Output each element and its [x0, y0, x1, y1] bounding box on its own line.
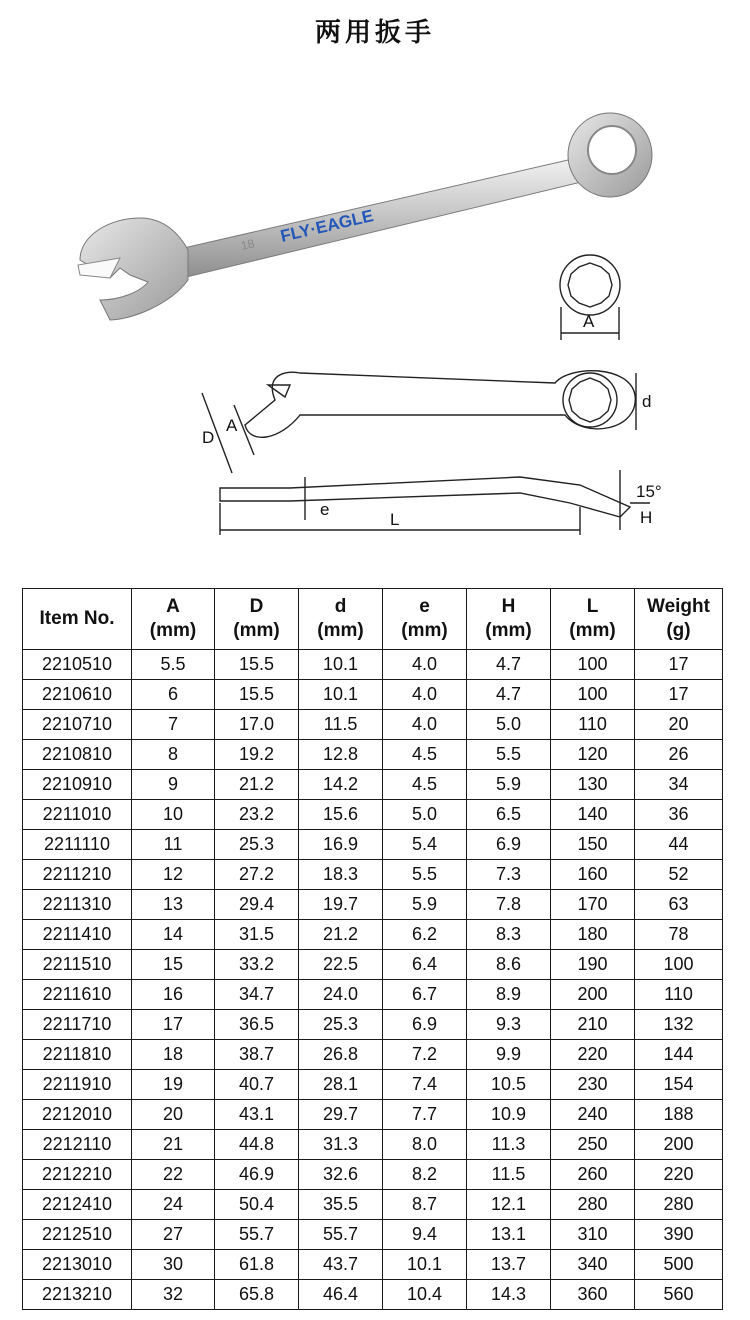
cell-L: 180 [551, 920, 635, 950]
header-H: H (mm) [467, 589, 551, 650]
cell-A: 11 [132, 830, 215, 860]
cell-d: 14.2 [299, 770, 383, 800]
cell-D: 29.4 [215, 890, 299, 920]
table-row [23, 1280, 723, 1310]
cell-A: 17 [132, 1010, 215, 1040]
cell-H: 13.7 [467, 1250, 551, 1280]
cell-d: 19.7 [299, 890, 383, 920]
cell-A: 13 [132, 890, 215, 920]
table-row [23, 770, 723, 800]
brand-logo: FLY·EAGLE [278, 206, 376, 246]
cell-H: 6.5 [467, 800, 551, 830]
cell-A: 10 [132, 800, 215, 830]
cell-d: 43.7 [299, 1250, 383, 1280]
cell-L: 360 [551, 1280, 635, 1310]
header-item-no: Item No. [23, 589, 132, 650]
cell-L: 110 [551, 710, 635, 740]
cell-weight: 200 [635, 1130, 723, 1160]
cell-d: 46.4 [299, 1280, 383, 1310]
cell-L: 200 [551, 980, 635, 1010]
cell-D: 31.5 [215, 920, 299, 950]
header-D: D (mm) [215, 589, 299, 650]
cell-D: 17.0 [215, 710, 299, 740]
cell-item-no: 2211210 [23, 860, 132, 890]
cell-weight: 110 [635, 980, 723, 1010]
cell-D: 50.4 [215, 1190, 299, 1220]
cell-H: 9.3 [467, 1010, 551, 1040]
size-mark: 18 [239, 236, 256, 253]
cell-item-no: 2211110 [23, 830, 132, 860]
cell-e: 5.0 [383, 800, 467, 830]
header-L: L (mm) [551, 589, 635, 650]
cell-D: 36.5 [215, 1010, 299, 1040]
cell-weight: 17 [635, 650, 723, 680]
cell-d: 11.5 [299, 710, 383, 740]
cell-item-no: 2210710 [23, 710, 132, 740]
cell-H: 5.0 [467, 710, 551, 740]
cell-item-no: 2210510 [23, 650, 132, 680]
cell-D: 38.7 [215, 1040, 299, 1070]
cell-e: 7.2 [383, 1040, 467, 1070]
cell-e: 8.0 [383, 1130, 467, 1160]
table-row [23, 920, 723, 950]
cell-A: 18 [132, 1040, 215, 1070]
cell-A: 14 [132, 920, 215, 950]
table-body [23, 650, 723, 1310]
cell-item-no: 2211610 [23, 980, 132, 1010]
header-d: d (mm) [299, 589, 383, 650]
cell-e: 5.5 [383, 860, 467, 890]
cell-item-no: 2211010 [23, 800, 132, 830]
table-row [23, 1040, 723, 1070]
label-D: D [202, 428, 215, 447]
cell-weight: 280 [635, 1190, 723, 1220]
cell-D: 21.2 [215, 770, 299, 800]
table-row [23, 950, 723, 980]
cell-A: 16 [132, 980, 215, 1010]
cell-L: 150 [551, 830, 635, 860]
spec-table [22, 588, 723, 1310]
cell-d: 24.0 [299, 980, 383, 1010]
cell-weight: 144 [635, 1040, 723, 1070]
cell-L: 260 [551, 1160, 635, 1190]
cell-A: 7 [132, 710, 215, 740]
cell-weight: 26 [635, 740, 723, 770]
cell-item-no: 2211410 [23, 920, 132, 950]
cell-D: 55.7 [215, 1220, 299, 1250]
cell-d: 26.8 [299, 1040, 383, 1070]
cell-L: 100 [551, 650, 635, 680]
cell-D: 34.7 [215, 980, 299, 1010]
cell-weight: 154 [635, 1070, 723, 1100]
cell-L: 140 [551, 800, 635, 830]
cell-item-no: 2212510 [23, 1220, 132, 1250]
cell-A: 21 [132, 1130, 215, 1160]
cell-L: 310 [551, 1220, 635, 1250]
cell-D: 27.2 [215, 860, 299, 890]
cell-A: 8 [132, 740, 215, 770]
cell-e: 7.4 [383, 1070, 467, 1100]
cell-d: 32.6 [299, 1160, 383, 1190]
ring-end-view [560, 255, 620, 315]
table-row [23, 1070, 723, 1100]
cell-d: 25.3 [299, 1010, 383, 1040]
cell-A: 12 [132, 860, 215, 890]
table-row [23, 980, 723, 1010]
table-row [23, 1190, 723, 1220]
cell-L: 100 [551, 680, 635, 710]
cell-item-no: 2210810 [23, 740, 132, 770]
cell-D: 19.2 [215, 740, 299, 770]
cell-L: 230 [551, 1070, 635, 1100]
table-row [23, 860, 723, 890]
cell-A: 5.5 [132, 650, 215, 680]
cell-e: 6.7 [383, 980, 467, 1010]
table-row [23, 830, 723, 860]
cell-e: 10.1 [383, 1250, 467, 1280]
cell-L: 130 [551, 770, 635, 800]
table-row [23, 710, 723, 740]
table-row [23, 890, 723, 920]
cell-weight: 52 [635, 860, 723, 890]
cell-L: 120 [551, 740, 635, 770]
cell-D: 40.7 [215, 1070, 299, 1100]
cell-item-no: 2213210 [23, 1280, 132, 1310]
cell-L: 250 [551, 1130, 635, 1160]
cell-e: 7.7 [383, 1100, 467, 1130]
cell-e: 4.0 [383, 710, 467, 740]
cell-A: 22 [132, 1160, 215, 1190]
cell-H: 5.5 [467, 740, 551, 770]
cell-item-no: 2212110 [23, 1130, 132, 1160]
cell-e: 4.5 [383, 740, 467, 770]
cell-H: 8.6 [467, 950, 551, 980]
cell-e: 9.4 [383, 1220, 467, 1250]
cell-A: 19 [132, 1070, 215, 1100]
cell-weight: 78 [635, 920, 723, 950]
table-row [23, 800, 723, 830]
table-header-row [23, 589, 723, 650]
cell-H: 11.3 [467, 1130, 551, 1160]
cell-H: 12.1 [467, 1190, 551, 1220]
cell-e: 8.2 [383, 1160, 467, 1190]
cell-e: 4.5 [383, 770, 467, 800]
cell-A: 6 [132, 680, 215, 710]
table-row [23, 1220, 723, 1250]
cell-L: 210 [551, 1010, 635, 1040]
cell-d: 16.9 [299, 830, 383, 860]
cell-item-no: 2212210 [23, 1160, 132, 1190]
label-L: L [390, 510, 400, 529]
cell-d: 29.7 [299, 1100, 383, 1130]
label-angle: 15° [636, 482, 662, 501]
cell-A: 32 [132, 1280, 215, 1310]
cell-e: 8.7 [383, 1190, 467, 1220]
cell-H: 5.9 [467, 770, 551, 800]
table-row [23, 680, 723, 710]
cell-D: 65.8 [215, 1280, 299, 1310]
cell-item-no: 2210610 [23, 680, 132, 710]
cell-weight: 20 [635, 710, 723, 740]
cell-item-no: 2211710 [23, 1010, 132, 1040]
cell-D: 46.9 [215, 1160, 299, 1190]
cell-weight: 34 [635, 770, 723, 800]
page-title: 两用扳手 [314, 18, 435, 48]
cell-d: 31.3 [299, 1130, 383, 1160]
cell-H: 7.8 [467, 890, 551, 920]
cell-H: 11.5 [467, 1160, 551, 1190]
cell-item-no: 2212010 [23, 1100, 132, 1130]
cell-d: 55.7 [299, 1220, 383, 1250]
cell-D: 43.1 [215, 1100, 299, 1130]
cell-D: 23.2 [215, 800, 299, 830]
cell-d: 10.1 [299, 680, 383, 710]
cell-H: 10.9 [467, 1100, 551, 1130]
cell-D: 25.3 [215, 830, 299, 860]
cell-H: 4.7 [467, 680, 551, 710]
cell-d: 35.5 [299, 1190, 383, 1220]
header-A: A (mm) [132, 589, 215, 650]
cell-weight: 63 [635, 890, 723, 920]
label-d: d [642, 392, 652, 411]
table-row [23, 1130, 723, 1160]
cell-A: 15 [132, 950, 215, 980]
cell-A: 20 [132, 1100, 215, 1130]
cell-d: 10.1 [299, 650, 383, 680]
label-H: H [640, 508, 653, 527]
cell-D: 44.8 [215, 1130, 299, 1160]
cell-H: 13.1 [467, 1220, 551, 1250]
cell-e: 6.4 [383, 950, 467, 980]
cell-d: 21.2 [299, 920, 383, 950]
cell-L: 280 [551, 1190, 635, 1220]
cell-weight: 500 [635, 1250, 723, 1280]
cell-A: 30 [132, 1250, 215, 1280]
cell-H: 4.7 [467, 650, 551, 680]
cell-D: 61.8 [215, 1250, 299, 1280]
cell-item-no: 2211310 [23, 890, 132, 920]
cell-A: 24 [132, 1190, 215, 1220]
header-e: e (mm) [383, 589, 467, 650]
cell-weight: 132 [635, 1010, 723, 1040]
cell-L: 220 [551, 1040, 635, 1070]
cell-D: 33.2 [215, 950, 299, 980]
cell-item-no: 2212410 [23, 1190, 132, 1220]
cell-weight: 44 [635, 830, 723, 860]
cell-item-no: 2211810 [23, 1040, 132, 1070]
table-row [23, 1010, 723, 1040]
cell-item-no: 2211510 [23, 950, 132, 980]
cell-weight: 17 [635, 680, 723, 710]
cell-L: 170 [551, 890, 635, 920]
cell-D: 15.5 [215, 680, 299, 710]
label-A-open: A [226, 416, 238, 435]
label-e: e [320, 500, 330, 519]
cell-H: 14.3 [467, 1280, 551, 1310]
cell-e: 4.0 [383, 680, 467, 710]
cell-d: 28.1 [299, 1070, 383, 1100]
table-row [23, 1250, 723, 1280]
cell-e: 6.2 [383, 920, 467, 950]
cell-item-no: 2210910 [23, 770, 132, 800]
cell-H: 7.3 [467, 860, 551, 890]
cell-L: 190 [551, 950, 635, 980]
table-row [23, 1100, 723, 1130]
cell-weight: 560 [635, 1280, 723, 1310]
table-row [23, 650, 723, 680]
cell-e: 10.4 [383, 1280, 467, 1310]
cell-e: 5.9 [383, 890, 467, 920]
table-row [23, 1160, 723, 1190]
table-row [23, 740, 723, 770]
cell-L: 340 [551, 1250, 635, 1280]
cell-H: 8.3 [467, 920, 551, 950]
cell-item-no: 2211910 [23, 1070, 132, 1100]
cell-weight: 188 [635, 1100, 723, 1130]
cell-A: 27 [132, 1220, 215, 1250]
cell-item-no: 2213010 [23, 1250, 132, 1280]
dimension-drawing [190, 245, 690, 545]
cell-H: 8.9 [467, 980, 551, 1010]
cell-d: 22.5 [299, 950, 383, 980]
cell-H: 10.5 [467, 1070, 551, 1100]
cell-weight: 390 [635, 1220, 723, 1250]
cell-d: 12.8 [299, 740, 383, 770]
cell-H: 6.9 [467, 830, 551, 860]
cell-L: 240 [551, 1100, 635, 1130]
cell-L: 160 [551, 860, 635, 890]
cell-e: 6.9 [383, 1010, 467, 1040]
cell-weight: 220 [635, 1160, 723, 1190]
cell-D: 15.5 [215, 650, 299, 680]
cell-e: 5.4 [383, 830, 467, 860]
cell-d: 18.3 [299, 860, 383, 890]
cell-A: 9 [132, 770, 215, 800]
cell-e: 4.0 [383, 650, 467, 680]
cell-weight: 36 [635, 800, 723, 830]
header-weight: Weight (g) [635, 589, 723, 650]
cell-H: 9.9 [467, 1040, 551, 1070]
cell-weight: 100 [635, 950, 723, 980]
cell-d: 15.6 [299, 800, 383, 830]
label-A-ring: A [583, 312, 595, 331]
